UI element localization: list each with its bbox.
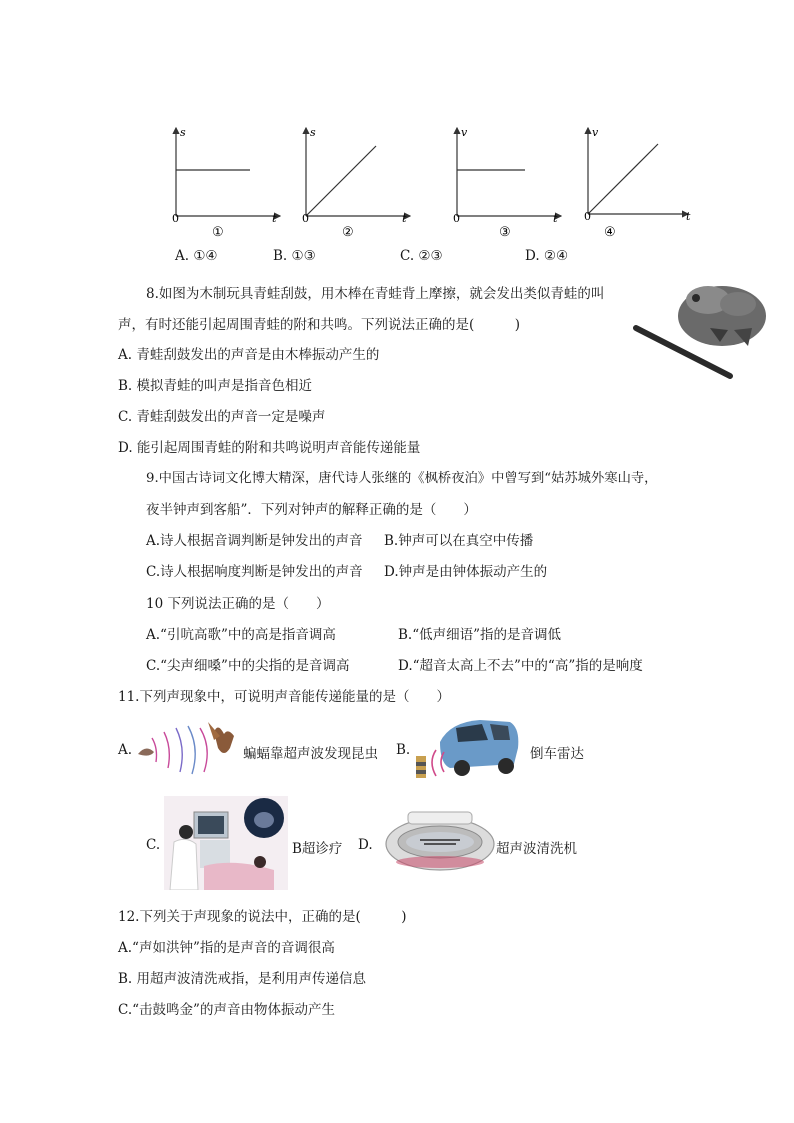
q9-stem-line1: 9.中国古诗词文化博大精深，唐代诗人张继的《枫桥夜泊》中曾写到“姑苏城外寒山寺， xyxy=(146,471,658,486)
q8-stem-line1: 8.如图为木制玩具青蛙刮鼓，用木棒在青蛙背上摩擦，就会发出类似青蛙的叫 xyxy=(146,286,605,302)
graph-3-caption: ③ xyxy=(499,225,511,240)
q9-option-a: A.诗人根据音调判断是钟发出的声音 xyxy=(146,533,363,549)
q7-option-b: B. ①③ xyxy=(273,248,316,264)
graph-1-x-label: t xyxy=(272,212,277,225)
graph-4-x-label: t xyxy=(686,210,691,223)
q9-option-d: D.钟声是由钟体振动产生的 xyxy=(384,564,548,580)
q7-option-c: C. ②③ xyxy=(400,248,443,264)
graph-3 xyxy=(441,122,571,240)
q8-option-a: A. 青蛙刮鼓发出的声音是由木棒振动产生的 xyxy=(118,347,380,363)
q11-option-d-text: 超声波清洗机 xyxy=(496,841,577,857)
q10-stem: 10 下列说法正确的是（ ） xyxy=(146,596,330,612)
graph-4-line xyxy=(588,144,658,214)
frog-drum-illustration xyxy=(630,276,774,382)
q11-option-a-letter: A. xyxy=(118,742,133,758)
graph-4-caption: ④ xyxy=(604,225,616,240)
b-ultrasound-illustration xyxy=(164,796,288,890)
q7-option-a: A. ①④ xyxy=(175,248,218,264)
graph-1-origin: 0 xyxy=(172,212,179,225)
q12-stem: 12.下列关于声现象的说法中，正确的是( ) xyxy=(118,909,407,925)
graph-2-line xyxy=(306,146,376,216)
q8-option-d: D. 能引起周围青蛙的附和共鸣说明声音能传递能量 xyxy=(118,440,421,456)
q10-option-b: B.“低声细语”指的是音调低 xyxy=(398,627,562,643)
graph-2-y-label: s xyxy=(310,126,316,139)
q11-option-a-text: 蝙蝠靠超声波发现昆虫 xyxy=(243,746,378,762)
graph-3-origin: 0 xyxy=(453,212,460,225)
q11-stem: 11.下列声现象中，可说明声音能传递能量的是（ ） xyxy=(118,689,450,705)
q12-option-c: C.“击鼓鸣金”的声音由物体振动产生 xyxy=(118,1002,335,1018)
graph-2-x-label: t xyxy=(402,212,407,225)
graph-4-y-label: v xyxy=(592,126,599,139)
graph-4 xyxy=(574,122,704,240)
graph-1-caption: ① xyxy=(212,225,224,240)
q10-option-d: D.“超音太高上不去”中的“高”指的是响度 xyxy=(398,658,643,674)
q8-option-b: B. 模拟青蛙的叫声是指音色相近 xyxy=(118,378,313,394)
q8-stem-line2: 声，有时还能引起周围青蛙的附和共鸣。下列说法正确的是( ) xyxy=(118,317,521,333)
graph-1 xyxy=(160,122,290,240)
q11-option-c-letter: C. xyxy=(146,837,161,853)
q9-option-c: C.诗人根据响度判断是钟发出的声音 xyxy=(146,564,363,580)
reversing-radar-illustration xyxy=(410,712,524,782)
q11-option-b-letter: B. xyxy=(396,742,411,758)
q12-option-a: A.“声如洪钟”指的是声音的音调很高 xyxy=(118,940,335,956)
graph-2-caption: ② xyxy=(342,225,354,240)
q12-option-b: B. 用超声波清洗戒指，是利用声传递信息 xyxy=(118,971,367,987)
graph-2 xyxy=(290,122,420,240)
graph-1-y-label: s xyxy=(180,126,186,139)
q10-option-a: A.“引吭高歌”中的高是指音调高 xyxy=(146,627,336,643)
q11-option-d-letter: D. xyxy=(358,837,373,853)
graph-3-x-label: t xyxy=(553,212,558,225)
graph-4-origin: 0 xyxy=(584,210,591,223)
q11-option-b-text: 倒车雷达 xyxy=(530,746,584,762)
q11-option-c-text: B超诊疗 xyxy=(292,841,343,857)
q8-option-c: C. 青蛙刮鼓发出的声音一定是噪声 xyxy=(118,409,326,425)
graph-3-y-label: v xyxy=(461,126,468,139)
q10-option-c: C.“尖声细嗓”中的尖指的是音调高 xyxy=(146,658,350,674)
q9-option-b: B.钟声可以在真空中传播 xyxy=(384,533,534,549)
q9-stem-line2: 夜半钟声到客船”．下列对钟声的解释正确的是（ ） xyxy=(146,502,477,518)
q7-option-d: D. ②④ xyxy=(525,248,569,264)
bat-ultrasound-illustration xyxy=(134,718,242,780)
graph-2-origin: 0 xyxy=(302,212,309,225)
ultrasonic-cleaner-illustration xyxy=(384,808,496,872)
motion-graphs xyxy=(160,122,710,242)
